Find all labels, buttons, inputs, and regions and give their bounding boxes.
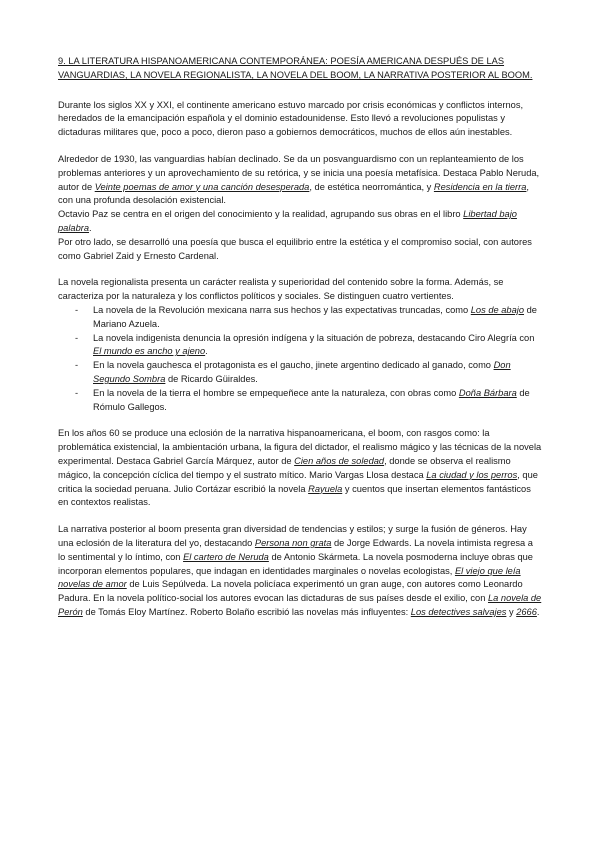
- work-title-el-mundo: El mundo es ancho y ajeno: [93, 346, 206, 357]
- list-text: En la novela gauchesca el protagonista es el gaucho, jinete argentino dedicado al ganado, como: [93, 360, 494, 371]
- poetry-text: Alrededor de 1930, las vanguardias habían declinado. Se da un posvanguardismo con un replanteamiento de los problemas anteriores y un aprovechamiento de su retórica, y se inicia una poesía metafísica. Destaca Pablo Neruda, autor de: [58, 153, 540, 192]
- list-text: de Mariano Azuela.: [93, 304, 537, 329]
- work-title-los-detectives: Los detectives salvajes: [410, 606, 507, 617]
- post-text: y: [506, 606, 517, 617]
- list-text: .: [205, 346, 208, 357]
- dash-bullet: -: [75, 332, 79, 343]
- poetry-section: [58, 153, 542, 263]
- document-title: 9. LA LITERATURA HISPANOAMERICANA CONTEMPORÁNEA: POESÍA AMERICANA DESPUÉS DE LAS VANGUARDIAS, LA NOVELA REGIONALISTA, LA NOVELA DEL BOOM, LA NARRATIVA POSTERIOR AL BOOM.: [58, 56, 533, 80]
- poetry-text: .: [89, 222, 92, 233]
- list-item: [58, 304, 542, 332]
- work-title-los-de-abajo: Los de abajo: [470, 304, 525, 315]
- boom-text: , donde se observa el realismo mágico, la concepción cíclica del tiempo y el sustrato mítico. Mario Vargas Llosa destaca: [58, 455, 511, 480]
- post-boom-paragraph: [58, 523, 542, 620]
- work-title-dona-barbara: Doña Bárbara: [458, 387, 517, 398]
- work-title-don-segundo: Don Segundo Sombra: [93, 360, 511, 384]
- work-title-la-ciudad: La ciudad y los perros: [426, 469, 518, 480]
- poetry-paragraph-neruda: [58, 153, 542, 208]
- boom-paragraph: [58, 427, 542, 510]
- work-title-residencia: Residencia en la tierra: [433, 181, 527, 192]
- list-text: La novela de la Revolución mexicana narra sus hechos y las expectativas truncadas, como: [93, 304, 471, 315]
- work-title-veinte-poemas: Veinte poemas de amor y una canción desesperada: [94, 181, 310, 192]
- work-title-cien-anos: Cien años de soledad: [294, 455, 385, 466]
- intro-paragraph: Durante los siglos XX y XXI, el continente americano estuvo marcado por crisis económicas y conflictos internos, heredados de la emancipación española y el dominio estadounidense. Esto llevó a revoluciones populistas y dictaduras militares que, poco a poco, dieron paso a gobiernos democráticos, muchos de ellos aún inestables.: [58, 99, 524, 138]
- poetry-text: , de estética neorromántica, y: [309, 181, 434, 192]
- work-title-libertad: Libertad bajo palabra: [58, 209, 517, 233]
- list-item: [58, 387, 542, 415]
- poetry-paragraph-social: Por otro lado, se desarrolló una poesía que busca el equilibrio entre la estética y el compromiso social, con autores como Gabriel Zaid y Ernesto Cardenal.: [58, 236, 532, 261]
- work-title-2666: 2666: [516, 606, 537, 617]
- dash-bullet: -: [75, 360, 79, 371]
- list-item: [58, 359, 542, 387]
- list-text: La novela indigenista denuncia la opresión indígena y la situación de pobreza, destacando Ciro Alegría con: [93, 332, 535, 343]
- poetry-text: Octavio Paz se centra en el origen del conocimiento y la realidad, agrupando sus obras en el libro: [58, 209, 464, 220]
- work-title-el-cartero: El cartero de Neruda: [183, 551, 269, 562]
- work-title-la-novela-de-peron: La novela de Perón: [58, 593, 542, 617]
- list-text: En la novela de la tierra el hombre se empequeñece ante la naturaleza, con obras como: [93, 387, 459, 398]
- dash-bullet: -: [75, 304, 79, 315]
- post-text: La narrativa posterior al boom presenta gran diversidad de tendencias y estilos; y surge la fusión de géneros. Hay una eclosión de la literatura del yo, destacando: [58, 524, 527, 548]
- work-title-rayuela: Rayuela: [308, 483, 343, 494]
- list-text: de Ricardo Güiraldes.: [165, 373, 258, 384]
- work-title-persona-non-grata: Persona non grata: [254, 537, 332, 548]
- poetry-paragraph-paz: [58, 208, 542, 236]
- regional-list: [58, 304, 542, 414]
- boom-text: En los años 60 se produce una eclosión de la narrativa hispanoamericana, el boom, con rasgos como: la problemática existencial, la ambientación urbana, la figura del dictador, el realismo mágico y las técnicas de la novela experimental. Destaca Gabriel García Márquez, autor de: [58, 428, 542, 466]
- dash-bullet: -: [75, 387, 79, 398]
- regional-intro-paragraph: La novela regionalista presenta un carácter realista y superioridad del contenido sobre la forma. Además, se caracteriza por la naturaleza y los conflictos políticos y sociales. Se distinguen cuatro vertientes.: [58, 277, 504, 302]
- boom-text: , que critica la sociedad peruana. Julio Cortázar escribió la novela: [58, 469, 538, 494]
- post-text: de Antonio Skármeta. La novela posmoderna incluye obras que incorporan elementos populares, que indagan en identidades marginales o novelas ecologistas,: [58, 551, 533, 576]
- post-text: .: [536, 606, 540, 617]
- poetry-text: , con una profunda desolación existencial.: [58, 181, 530, 206]
- boom-text: y cuentos que insertan elementos fantásticos en contextos realistas.: [58, 483, 531, 508]
- list-text: de Rómulo Gallegos.: [93, 387, 530, 412]
- work-title-el-viejo: El viejo que leía novelas de amor: [58, 565, 521, 590]
- post-text: de Luis Sepúlveda. La novela policíaca experimentó un gran auge, con autores como Leonardo Padura. En la novela político-social los autores evocan las dictaduras de sus países desde el exilio, con: [58, 579, 523, 604]
- post-text: de Tomás Eloy Martínez. Roberto Bolaño escribió las novelas más influyentes:: [82, 606, 411, 617]
- post-text: de Jorge Edwards. La novela intimista regresa a lo sentimental y lo íntimo, con: [58, 537, 533, 562]
- list-item: [58, 332, 542, 360]
